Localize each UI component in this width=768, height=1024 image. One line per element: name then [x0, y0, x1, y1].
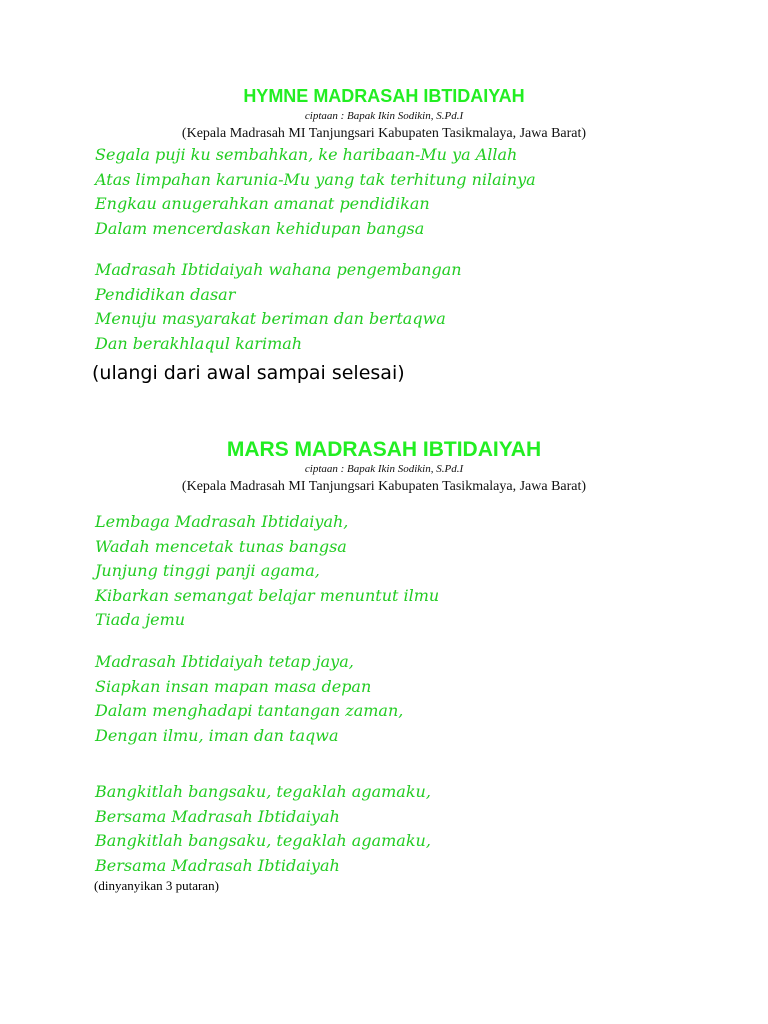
lyric-line: Menuju masyarakat beriman dan bertaqwa	[95, 309, 446, 328]
mars-stanza-2	[95, 650, 403, 748]
lyric-line: Atas limpahan karunia-Mu yang tak terhitung nilainya	[95, 169, 536, 189]
mars-credit: ciptaan : Bapak Ikin Sodikin, S.Pd.I	[304, 463, 464, 475]
lyric-line: Dalam menghadapi tantangan zaman,	[95, 701, 404, 720]
lyric-line: Bangkitlah bangsaku, tegaklah agamaku,	[95, 831, 431, 850]
hymne-stanza-1	[95, 143, 536, 241]
lyric-line: Siapkan insan mapan masa depan	[95, 676, 372, 696]
lyric-line: Lembaga Madrasah Ibtidaiyah,	[95, 512, 349, 531]
lyric-line: Bangkitlah bangsaku, tegaklah agamaku,	[95, 782, 431, 801]
lyric-line: Bersama Madrasah Ibtidaiyah	[95, 806, 340, 826]
mars-stanza-1	[95, 510, 439, 633]
lyric-line: Pendidikan dasar	[95, 284, 236, 304]
lyric-line: Madrasah Ibtidaiyah tetap jaya,	[95, 652, 354, 671]
lyric-line: Dengan ilmu, iman dan taqwa	[95, 725, 339, 745]
lyric-line: Dan berakhlaqul karimah	[95, 333, 303, 353]
hymne-author-note: (Kepala Madrasah MI Tanjungsari Kabupaten Tasikmalaya, Jawa Barat)	[181, 126, 587, 141]
hymne-repeat-note: (ulangi dari awal sampai selesai)	[92, 362, 405, 384]
lyric-line: Dalam mencerdaskan kehidupan bangsa	[95, 218, 425, 238]
mars-stanza-3	[95, 780, 431, 878]
hymne-credit: ciptaan : Bapak Ikin Sodikin, S.Pd.I	[304, 110, 464, 122]
lyric-line: Tiada jemu	[95, 610, 186, 629]
lyric-line: Wadah mencetak tunas bangsa	[95, 536, 347, 556]
mars-author-note: (Kepala Madrasah MI Tanjungsari Kabupaten Tasikmalaya, Jawa Barat)	[181, 479, 587, 494]
hymne-title: HYMNE MADRASAH IBTIDAIYAH	[243, 86, 525, 106]
lyric-line: Bersama Madrasah Ibtidaiyah	[95, 855, 340, 875]
lyric-line: Madrasah Ibtidaiyah wahana pengembangan	[95, 260, 462, 279]
mars-title: MARS MADRASAH IBTIDAIYAH	[226, 438, 542, 461]
lyric-line: Junjung tinggi panji agama,	[95, 561, 320, 580]
lyric-line: Engkau anugerahkan amanat pendidikan	[95, 194, 430, 213]
lyric-line: Kibarkan semangat belajar menuntut ilmu	[95, 585, 440, 605]
mars-footer-note: (dinyanyikan 3 putaran)	[94, 878, 219, 893]
lyric-line: Segala puji ku sembahkan, ke haribaan-Mu ya Allah	[95, 145, 518, 164]
hymne-stanza-2	[95, 258, 462, 356]
